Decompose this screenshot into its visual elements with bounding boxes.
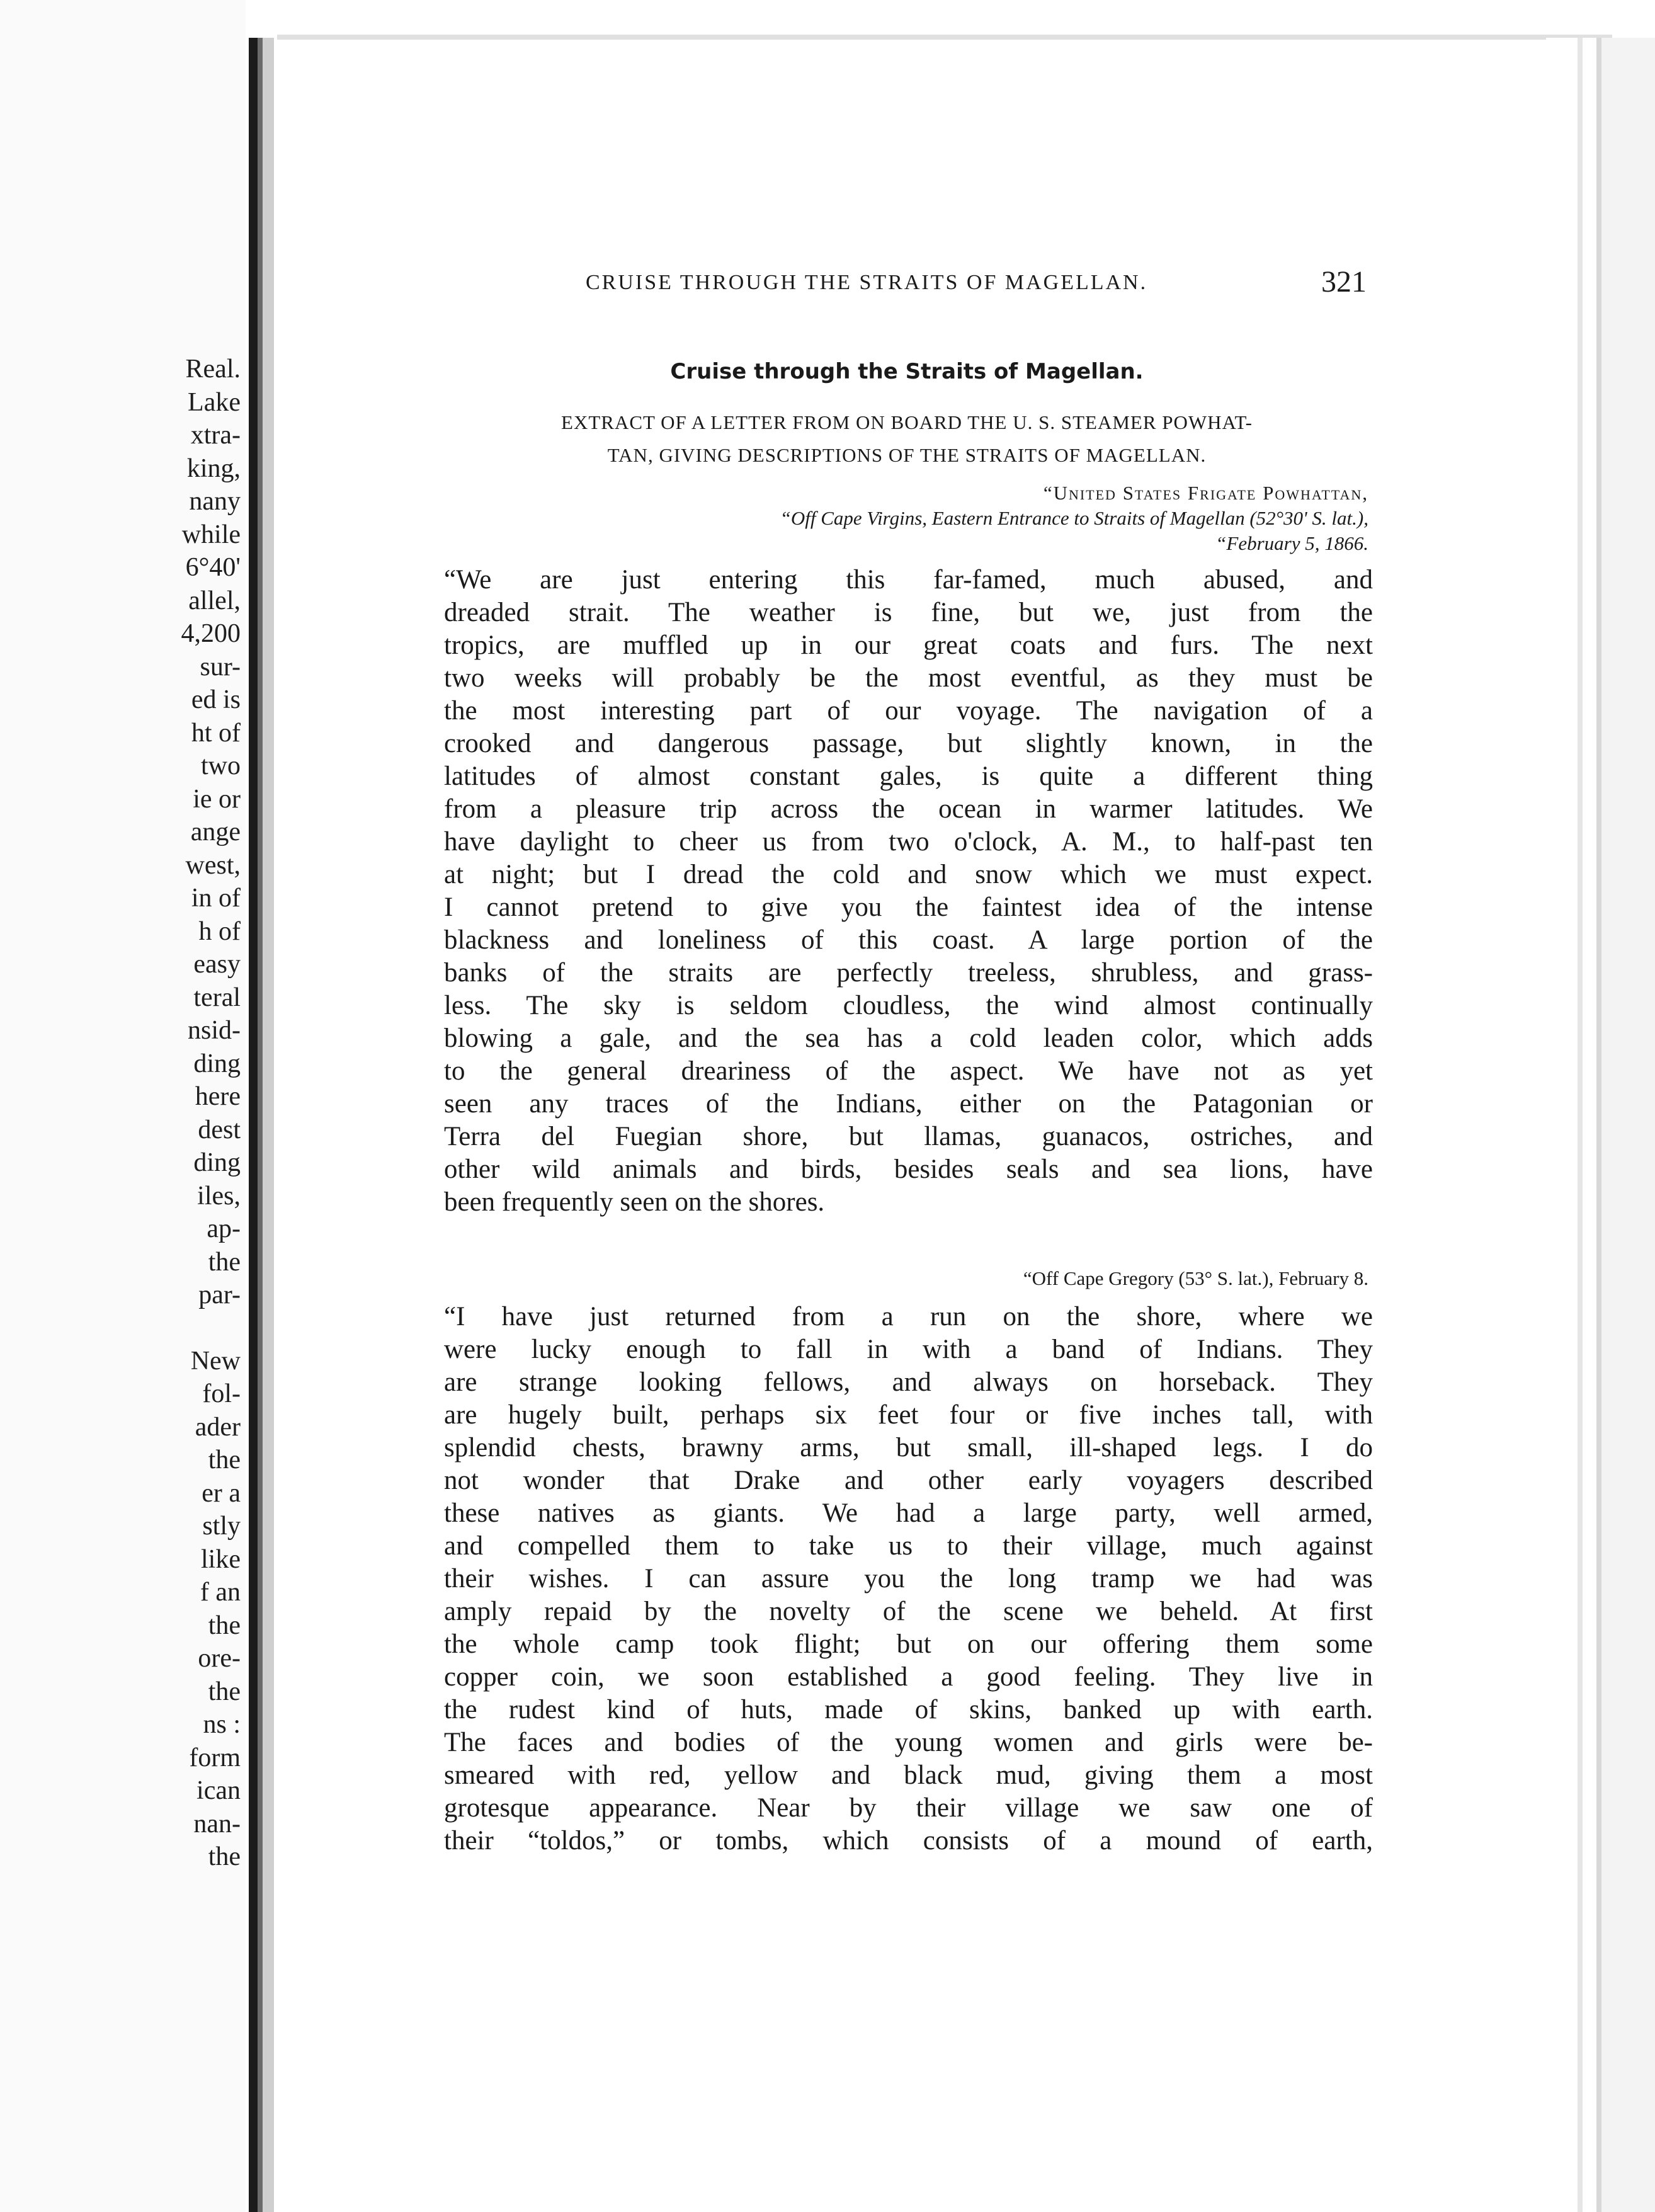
- text-line: not wonder that Drake and other early voyagers described: [444, 1466, 1373, 1495]
- facing-page-line: form: [189, 1743, 241, 1772]
- text-line: crooked and dangerous passage, but slightly known, in the: [444, 729, 1373, 758]
- facing-page-line: easy: [193, 950, 241, 979]
- text-line: the most interesting part of our voyage. The navigation of a: [444, 696, 1373, 726]
- paragraph-2: [444, 1301, 1373, 1857]
- dateline-date: “February 5, 1866.: [1215, 532, 1368, 554]
- facing-page-line: the: [208, 1247, 241, 1277]
- facing-page-line: ican: [196, 1776, 241, 1805]
- text-line: grotesque appearance. Near by their village we saw one of: [444, 1793, 1373, 1823]
- facing-page-line: sur-: [200, 652, 241, 681]
- text-line: copper coin, we soon established a good feeling. They live in: [444, 1662, 1373, 1692]
- facing-page-line: the: [208, 1445, 241, 1474]
- facing-page-line: ed is: [191, 685, 241, 714]
- text-line: seen any traces of the Indians, either on the Patagonian or: [444, 1089, 1373, 1119]
- facing-page-line: xtra-: [190, 421, 241, 450]
- article-title: Cruise through the Straits of Magellan.: [670, 359, 1144, 384]
- facing-page-line: nan-: [193, 1809, 241, 1839]
- facing-page-line: f an: [200, 1578, 241, 1607]
- facing-page-line: nsid-: [188, 1016, 241, 1045]
- facing-page-line: ns :: [203, 1710, 241, 1739]
- facing-page-line: allel,: [188, 586, 241, 615]
- facing-page-text: [14, 353, 241, 1874]
- text-line: and compelled them to take us to their village, much against: [444, 1531, 1373, 1561]
- facing-page-line: like: [201, 1544, 241, 1574]
- book-gutter: [249, 38, 274, 2212]
- text-line: less. The sky is seldom cloudless, the wind almost continually: [444, 991, 1373, 1020]
- facing-page-line: iles,: [197, 1181, 241, 1211]
- page-number: 321: [1321, 265, 1367, 299]
- facing-page-line: [14, 1312, 241, 1345]
- text-line: splendid chests, brawny arms, but small, ill-shaped legs. I do: [444, 1433, 1373, 1462]
- facing-page-line: par-: [198, 1280, 241, 1309]
- text-line: from a pleasure trip across the ocean in warmer latitudes. We: [444, 794, 1373, 824]
- facing-page-line: king,: [186, 453, 241, 483]
- facing-page-line: the: [208, 1611, 241, 1640]
- text-line: smeared with red, yellow and black mud, giving them a most: [444, 1760, 1373, 1790]
- facing-page-line: ange: [190, 818, 241, 847]
- facing-page-line: two: [201, 751, 241, 780]
- facing-page-line: fol-: [202, 1379, 241, 1408]
- text-line: two weeks will probably be the most eventful, as they must be: [444, 663, 1373, 693]
- running-head: [586, 265, 1367, 309]
- facing-page-line: Real.: [185, 355, 241, 384]
- facing-page-line: ap-: [207, 1214, 241, 1243]
- facing-page-line: ie or: [193, 784, 241, 814]
- text-line: banks of the straits are perfectly treeless, shrubless, and grass-: [444, 958, 1373, 988]
- facing-page-line: ht of: [191, 718, 241, 748]
- facing-page-line: ore-: [198, 1644, 241, 1673]
- text-line: tropics, are muffled up in our great coats and furs. The next: [444, 630, 1373, 660]
- page-edges: [1546, 38, 1655, 2212]
- facing-page-line: in of: [191, 884, 241, 913]
- text-line: “I have just returned from a run on the shore, where we: [444, 1302, 1373, 1331]
- text-line: blowing a gale, and the sea has a cold leaden color, which adds: [444, 1023, 1373, 1053]
- text-line: have daylight to cheer us from two o'clock, A. M., to half-past ten: [444, 827, 1373, 857]
- facing-page-line: here: [195, 1082, 241, 1111]
- text-line: amply repaid by the novelty of the scene we beheld. At first: [444, 1597, 1373, 1626]
- text-line: to the general dreariness of the aspect. We have not as yet: [444, 1056, 1373, 1086]
- facing-page-line: ader: [195, 1412, 241, 1442]
- facing-page-line: er a: [202, 1478, 241, 1508]
- subtitle-line: TAN, GIVING DESCRIPTIONS OF THE STRAITS OF MAGELLAN.: [607, 444, 1207, 466]
- facing-page-line: New: [190, 1346, 241, 1376]
- article-subtitle: [441, 406, 1373, 472]
- facing-page-line: ding: [193, 1148, 241, 1177]
- facing-page-line: nany: [189, 487, 241, 516]
- text-line: are hugely built, perhaps six feet four or five inches tall, with: [444, 1400, 1373, 1430]
- text-line: are strange looking fellows, and always on horseback. They: [444, 1367, 1373, 1397]
- subtitle-line: EXTRACT OF A LETTER FROM ON BOARD THE U. S. STEAMER POWHAT-: [561, 411, 1253, 433]
- facing-page-line: stly: [202, 1512, 241, 1541]
- text-line: I cannot pretend to give you the faintest idea of the intense: [444, 892, 1373, 922]
- facing-page-line: the: [208, 1677, 241, 1706]
- facing-page-line: h of: [198, 916, 241, 946]
- text-line: their “toldos,” or tombs, which consists of a mound of earth,: [444, 1826, 1373, 1856]
- text-line: their wishes. I can assure you the long tramp we had was: [444, 1564, 1373, 1593]
- facing-page-line: 4,200: [181, 619, 241, 648]
- text-line: Terra del Fuegian shore, but llamas, guanacos, ostriches, and: [444, 1122, 1373, 1151]
- text-line: these natives as giants. We had a large party, well armed,: [444, 1498, 1373, 1528]
- facing-page-line: dest: [198, 1115, 241, 1144]
- text-line: “We are just entering this far-famed, much abused, and: [444, 565, 1373, 595]
- paragraph-1: [444, 564, 1373, 1219]
- facing-page-line: the: [208, 1842, 241, 1871]
- text-line: been frequently seen on the shores.: [444, 1187, 825, 1217]
- facing-page-line: ding: [193, 1049, 241, 1078]
- facing-page-line: west,: [185, 850, 241, 880]
- text-line: blackness and loneliness of this coast. A large portion of the: [444, 925, 1373, 955]
- text-line: The faces and bodies of the young women and girls were be-: [444, 1728, 1373, 1757]
- dateline-location: “Off Cape Virgins, Eastern Entrance to Straits of Magellan (52°30' S. lat.),: [780, 507, 1368, 529]
- text-line: were lucky enough to fall in with a band of Indians. They: [444, 1335, 1373, 1364]
- text-line: other wild animals and birds, besides seals and sea lions, have: [444, 1154, 1373, 1184]
- dateline-cape-gregory: “Off Cape Gregory (53° S. lat.), February 8.: [1023, 1267, 1368, 1289]
- facing-page-line: 6°40': [185, 553, 241, 582]
- facing-page-line: teral: [193, 983, 241, 1012]
- text-line: the whole camp took flight; but on our offering them some: [444, 1629, 1373, 1659]
- text-line: latitudes of almost constant gales, is quite a different thing: [444, 761, 1373, 791]
- dateline-vessel: “United States Frigate Powhattan,: [1043, 482, 1368, 504]
- facing-page-line: Lake: [188, 387, 241, 417]
- text-line: the rudest kind of huts, made of skins, banked up with earth.: [444, 1695, 1373, 1725]
- running-title: CRUISE THROUGH THE STRAITS OF MAGELLAN.: [586, 271, 1148, 294]
- page-top-edge: [277, 35, 1612, 40]
- facing-page: [0, 0, 246, 2212]
- text-line: at night; but I dread the cold and snow which we must expect.: [444, 860, 1373, 889]
- facing-page-line: while: [181, 520, 241, 549]
- text-line: dreaded strait. The weather is fine, but we, just from the: [444, 598, 1373, 627]
